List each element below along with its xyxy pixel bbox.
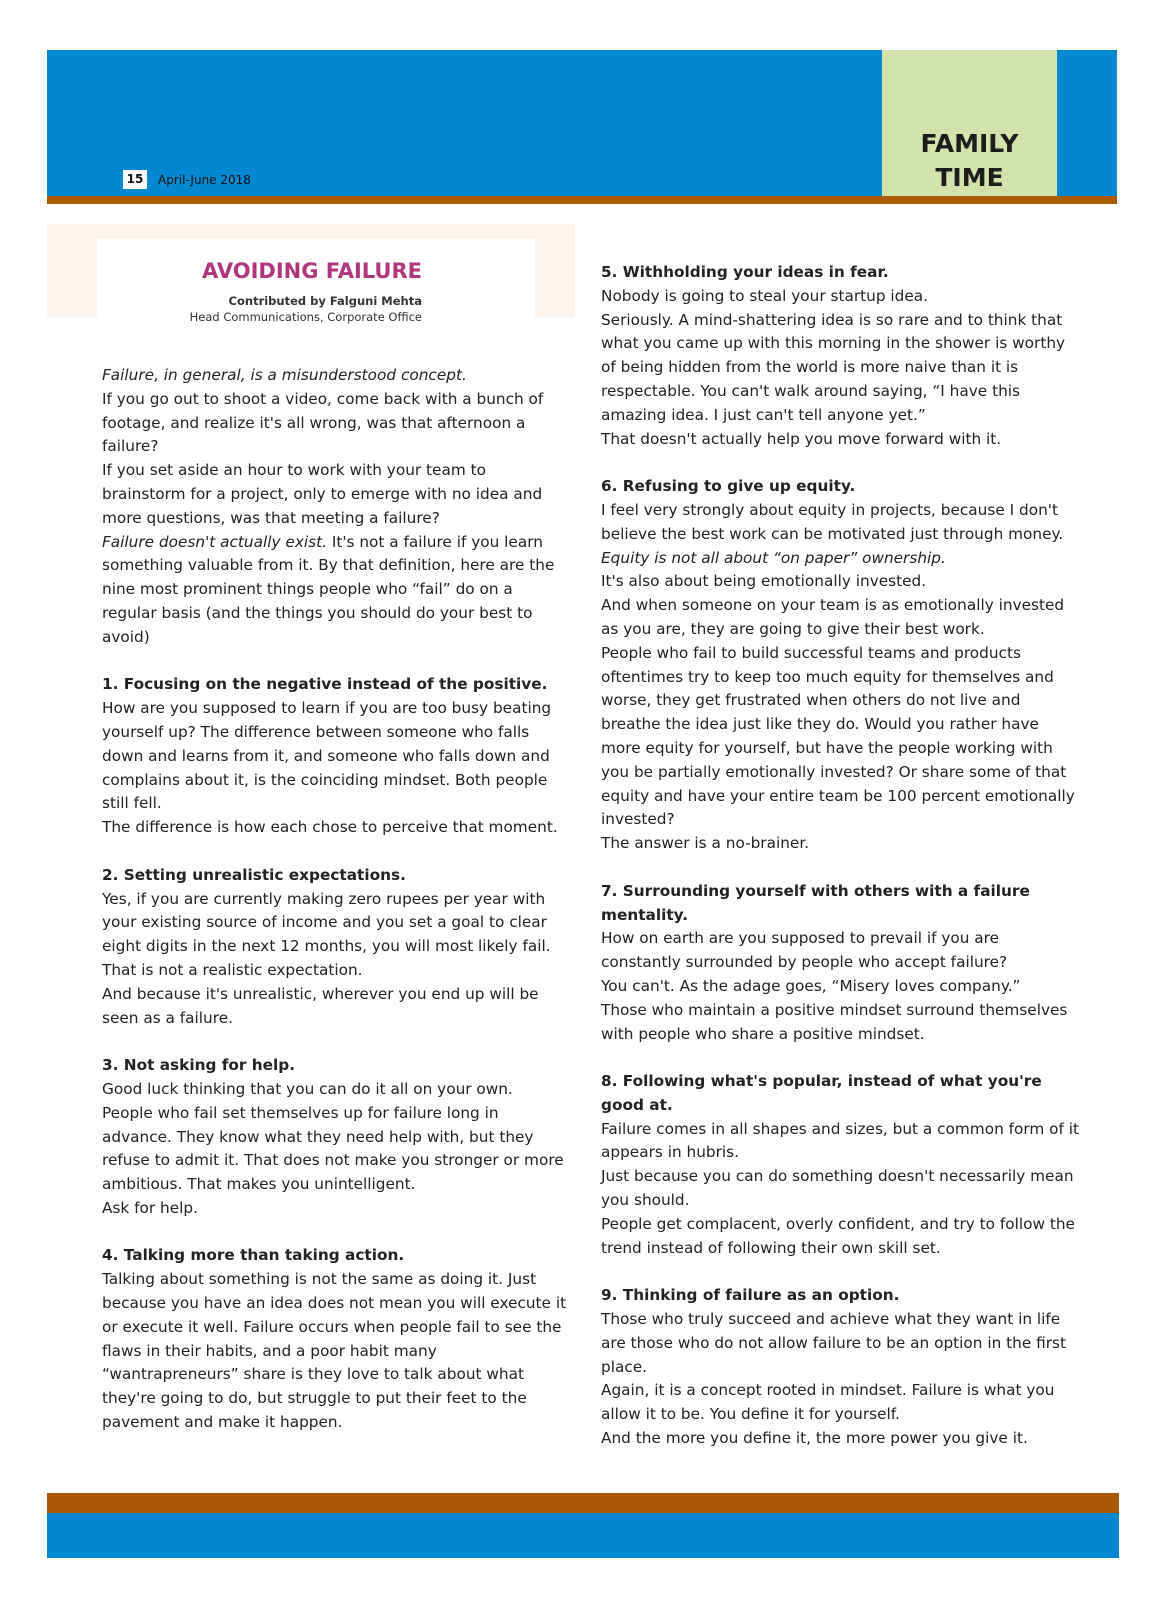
section-heading: 5. Withholding your ideas in fear.	[601, 263, 889, 281]
body-text: It's not a failure if you learn something valuable from it. By that definition, here are the nine most prominent things people who “fail” do on a regular basis (and the things you should do your best to avoid)	[102, 532, 555, 646]
section-paragraph	[601, 547, 1081, 571]
section-paragraph: Nobody is going to steal your startup idea.	[601, 286, 929, 305]
section-paragraph: And the more you define it, the more power you give it.	[601, 1429, 1028, 1448]
section-paragraph: How on earth are you supposed to prevail if you are constantly surrounded by people who accept failure?	[601, 929, 1008, 972]
body-text: If you set aside an hour to work with your team to brainstorm for a project, only to emerge with no idea and more questions, was that meeting a failure?	[102, 461, 543, 527]
section-title	[882, 127, 1057, 195]
section-paragraph: People get complacent, overly confident, and try to follow the trend instead of following their own skill set.	[601, 1214, 1075, 1257]
section-paragraph: The difference is how each chose to perceive that moment.	[102, 818, 558, 837]
section-heading: 8. Following what's popular, instead of what you're good at.	[601, 1072, 1042, 1114]
footer-rule	[47, 1493, 1119, 1513]
section-paragraph: That is not a realistic expectation.	[102, 960, 363, 979]
intro-paragraph	[102, 459, 572, 530]
section-paragraph: How are you supposed to learn if you are too busy beating yourself up? The difference between someone who falls down and learns from it, and someone who falls down and complains about it, is the coinciding mindset. Both people still fell.	[102, 699, 552, 813]
section-paragraph: Good luck thinking that you can do it all on your own.	[102, 1079, 513, 1098]
section-heading: 6. Refusing to give up equity.	[601, 477, 856, 496]
article-title: AVOIDING FAILURE	[202, 259, 422, 283]
intro-paragraph	[102, 531, 572, 650]
section-paragraph: People who fail set themselves up for failure long in advance. They know what they need help with, but they refuse to admit it. That does not make you stronger or more ambitious. That makes you unintelligent.	[102, 1103, 564, 1194]
section-paragraph: And because it's unrealistic, wherever you end up will be seen as a failure.	[102, 984, 539, 1027]
section-paragraph: Failure comes in all shapes and sizes, but a common form of it appears in hubris.	[601, 1119, 1080, 1162]
contributor-role: Head Communications, Corporate Office	[189, 310, 422, 324]
section-paragraph: Seriously. A mind-shattering idea is so rare and to think that what you came up with this morning in the shower is worthy of being hidden from the world is more naive than it is respectable. You can't walk around saying, “I have this amazing idea. I just can't tell anyone yet.”	[601, 310, 1066, 424]
section-paragraph: The answer is a no-brainer.	[601, 834, 810, 853]
emphasis-text: Failure, in general, is a misunderstood concept.	[102, 366, 467, 384]
section-paragraph: Just because you can do something doesn't necessarily mean you should.	[601, 1167, 1074, 1210]
page-number: 15	[123, 170, 147, 189]
right-column	[601, 261, 1081, 1451]
contributor: Contributed by Falguni Mehta	[228, 294, 422, 308]
left-column	[102, 364, 572, 1435]
byline	[97, 293, 422, 325]
section-paragraph: That doesn't actually help you move forward with it.	[601, 429, 1002, 448]
section-paragraph: Again, it is a concept rooted in mindset. Failure is what you allow it to be. You define it for yourself.	[601, 1381, 1055, 1424]
intro-paragraph	[102, 364, 572, 388]
body-text: If you go out to shoot a video, come back with a bunch of footage, and realize it's all wrong, was that afternoon a failure?	[102, 389, 544, 456]
section-title-line1: FAMILY	[920, 129, 1019, 158]
section-paragraph: It's also about being emotionally invested.	[601, 572, 927, 591]
emphasis-text: Equity is not all about “on paper” ownership.	[601, 548, 946, 567]
section-heading: 2. Setting unrealistic expectations.	[102, 865, 406, 884]
section-heading: 9. Thinking of failure as an option.	[601, 1286, 900, 1305]
section-heading: 7. Surrounding yourself with others with a failure mentality.	[601, 881, 1030, 924]
section-paragraph: You can't. As the adage goes, “Misery loves company.”	[601, 976, 1021, 995]
section-heading: 1. Focusing on the negative instead of the positive.	[102, 675, 548, 694]
section-paragraph: Ask for help.	[102, 1198, 198, 1217]
section-paragraph: Those who maintain a positive mindset surround themselves with people who share a positive mindset.	[601, 1000, 1068, 1043]
intro-paragraph	[102, 388, 572, 459]
section-heading: 4. Talking more than taking action.	[102, 1246, 405, 1265]
issue-date: April-June 2018	[158, 173, 251, 187]
section-paragraph: People who fail to build successful teams and products oftentimes try to keep too much equity for themselves and worse, they get frustrated when others do not live and breathe the idea just like they do. Would you rather have more equity for yourself, but have the people working with you be partially emotionally invested? Or share some of that equity and have your entire team be 100 percent emotionally invested?	[601, 643, 1075, 829]
header-rule	[47, 196, 1117, 204]
footer-band	[47, 1513, 1119, 1558]
section-title-line2: TIME	[935, 163, 1004, 192]
section-paragraph: I feel very strongly about equity in projects, because I don't believe the best work can be motivated just through money.	[601, 500, 1064, 543]
section-paragraph: Talking about something is not the same as doing it. Just because you have an idea does not mean you will execute it or execute it well. Failure occurs when people fail to see the flaws in their habits, and a poor habit many “wantrapreneurs” share is they love to talk about what they're going to do, but struggle to put their feet to the pavement and make it happen.	[102, 1270, 567, 1432]
section-heading: 3. Not asking for help.	[102, 1056, 296, 1075]
section-paragraph: Those who truly succeed and achieve what they want in life are those who do not allow failure to be an option in the first place.	[601, 1310, 1066, 1376]
emphasis-text: Failure doesn't actually exist.	[102, 532, 327, 551]
section-paragraph: Yes, if you are currently making zero rupees per year with your existing source of income and you set a goal to clear eight digits in the next 12 months, you will most likely fail.	[102, 889, 551, 956]
section-paragraph: And when someone on your team is as emotionally invested as you are, they are going to give their best work.	[601, 596, 1065, 638]
